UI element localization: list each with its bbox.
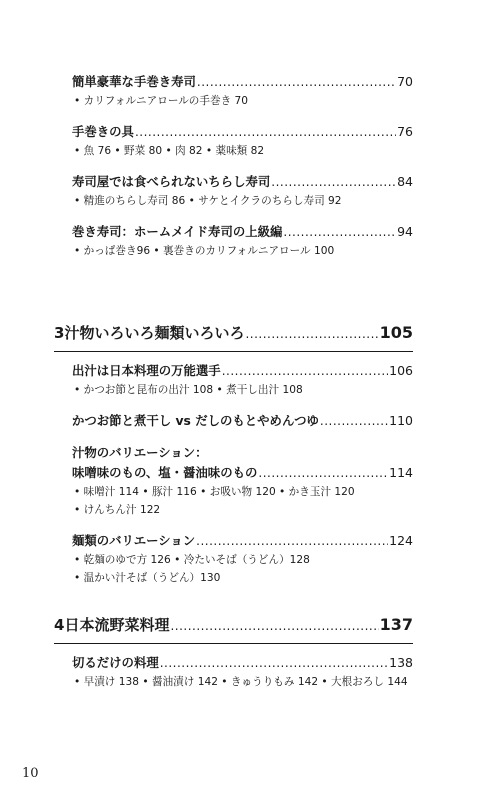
chapter-title: 日本流野菜料理 [64, 616, 170, 634]
toc-entry [72, 411, 413, 431]
entry-subitems: • 温かい汁そば（うどん）130 [74, 572, 221, 584]
entry-page: 124 [389, 533, 413, 548]
toc-entry [72, 361, 413, 399]
chapter-3-section [54, 322, 413, 599]
toc-entry [72, 653, 413, 691]
chapter-number: 3 [54, 324, 65, 342]
entry-page: 138 [389, 655, 413, 670]
dot-leader [320, 414, 388, 428]
entry-page: 114 [389, 465, 413, 480]
entry-title: 切るだけの料理 [72, 655, 159, 670]
entry-title: 寿司屋では食べられないちらし寿司 [72, 174, 271, 189]
entry-page: 94 [397, 224, 413, 239]
dot-leader [196, 534, 388, 548]
page-number: 10 [22, 766, 39, 781]
toc-entry [72, 122, 413, 160]
dot-leader [283, 225, 396, 239]
dot-leader [170, 619, 378, 633]
dot-leader [160, 656, 388, 670]
chapter-number: 4 [54, 616, 65, 634]
dot-leader [222, 364, 388, 378]
chapter-page: 137 [379, 615, 413, 634]
entry-title: 簡単豪華な手巻き寿司 [72, 74, 196, 89]
chapter-heading [54, 614, 413, 644]
entry-page: 110 [389, 413, 413, 428]
entry-subitems: • けんちん汁 122 [74, 504, 161, 516]
entry-subitems: • カリフォルニアロールの手巻き 70 [74, 95, 249, 107]
entry-title: 出汁は日本料理の万能選手 [72, 363, 221, 378]
chapter-4-section [54, 614, 413, 703]
entry-title: 巻き寿司：ホームメイド寿司の上級編 [72, 224, 283, 239]
entry-page: 106 [389, 363, 413, 378]
entry-subitems: • かっぱ巻き96 • 裏巻きのカリフォルニアロール 100 [74, 245, 335, 257]
entry-page: 76 [397, 124, 413, 139]
entry-subitems: • かつお節と昆布の出汁 108 • 煮干し出汁 108 [74, 384, 303, 396]
toc-entry [72, 443, 413, 519]
entry-title: 手巻きの具 [72, 124, 134, 139]
toc-entry [72, 172, 413, 210]
entry-title: かつお節と煮干し vs だしのもとやめんつゆ [72, 413, 319, 428]
dot-leader [271, 175, 396, 189]
entry-page: 84 [397, 174, 413, 189]
entry-subitems: • 魚 76 • 野菜 80 • 肉 82 • 薬味類 82 [74, 145, 265, 157]
chapter-title: 汁物いろいろ麺類いろいろ [64, 324, 245, 342]
dot-leader [258, 466, 388, 480]
chapter-heading [54, 322, 413, 352]
chapter-page: 105 [379, 323, 413, 342]
entry-title-prefix: 汁物のバリエーション： [72, 445, 208, 460]
entry-page: 70 [397, 74, 413, 89]
entry-title: 麺類のバリエーション [72, 533, 196, 548]
toc-entry [72, 72, 413, 110]
entry-subitems: • 乾麺のゆで方 126 • 冷たいそば（うどん）128 [74, 554, 310, 566]
entry-title: 味噌味のもの、塩・醤油味のもの [72, 465, 258, 480]
dot-leader [197, 75, 396, 89]
dot-leader [135, 125, 396, 139]
entry-subitems: • 味噌汁 114 • 豚汁 116 • お吸い物 120 • かき玉汁 120 [74, 486, 355, 498]
dot-leader [245, 327, 378, 341]
entry-subitems: • 早漬け 138 • 醤油漬け 142 • きゅうりもみ 142 • 大根おろし 144 [74, 676, 408, 688]
toc-entry [72, 531, 413, 587]
toc-entry [72, 222, 413, 260]
toc-section-continued [72, 72, 413, 272]
entry-subitems: • 精進のちらし寿司 86 • サケとイクラのちらし寿司 92 [74, 195, 342, 207]
